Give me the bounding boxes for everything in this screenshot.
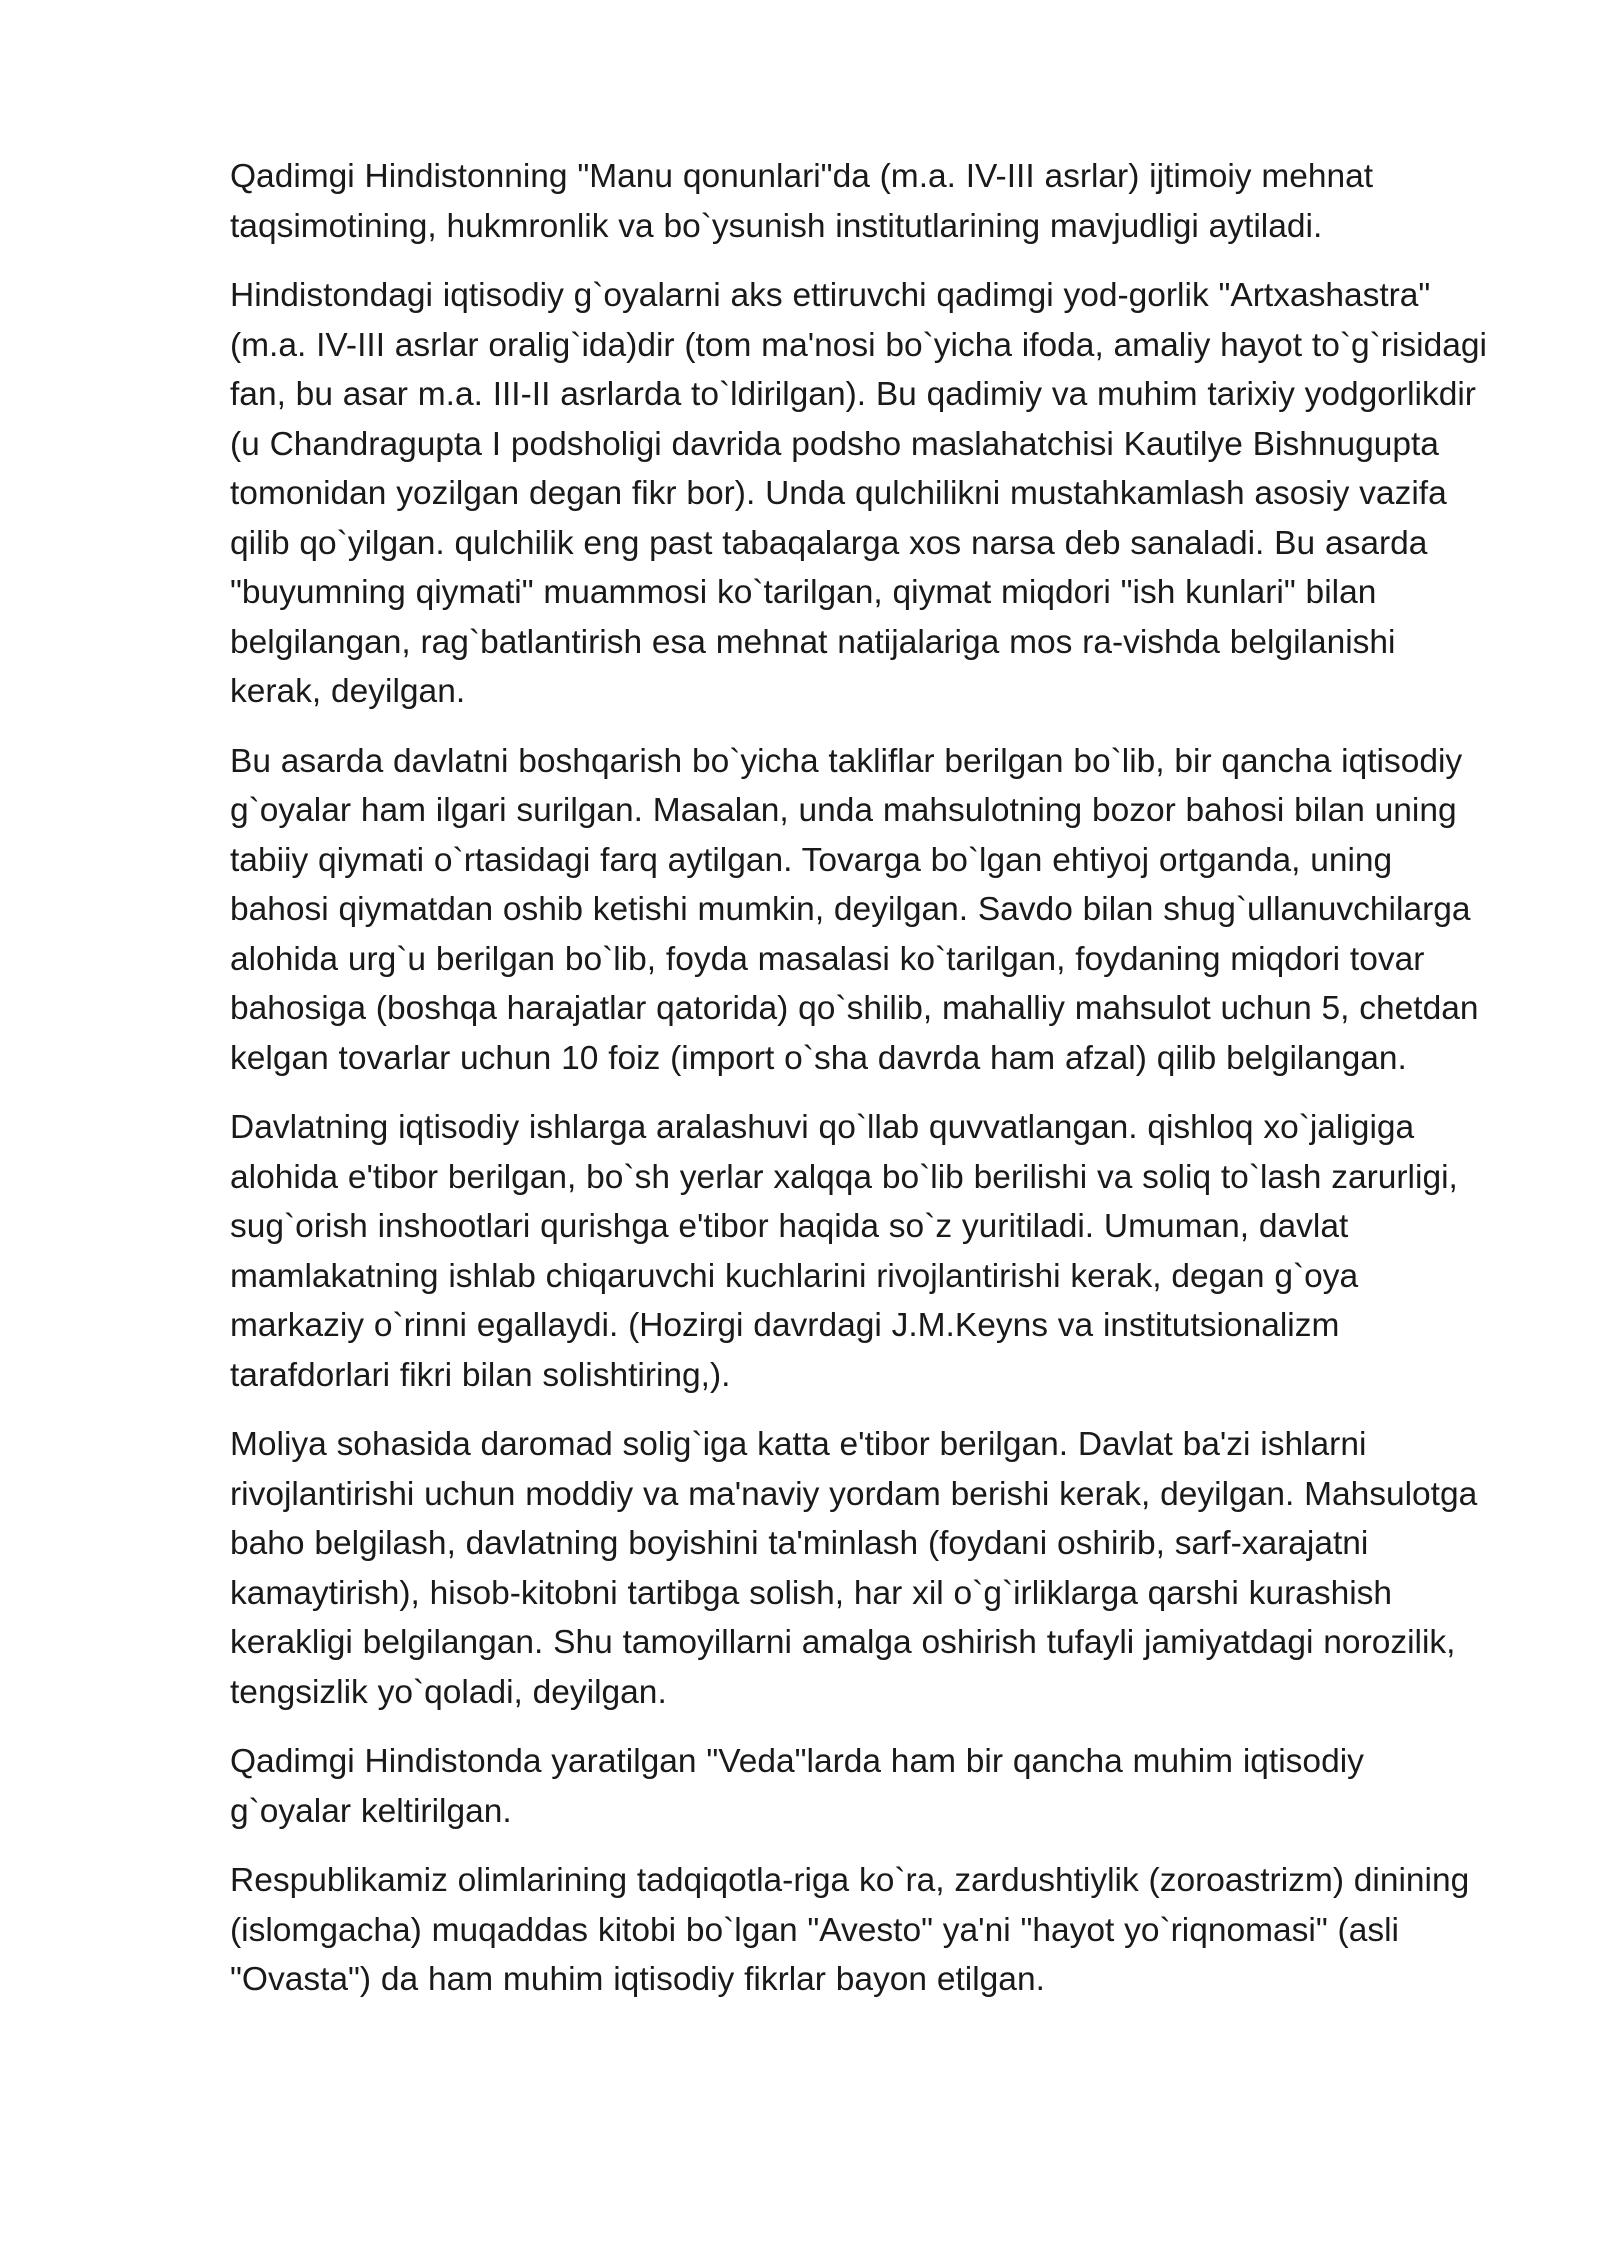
paragraph-finance: Moliya sohasida daromad solig`iga katta e'tibor berilgan. Davlat ba'zi ishlarni rivojlantirishi uchun moddiy va ma'naviy yordam berishi kerak, deyilgan. Mahsulotga baho belgilash, davlatning boyishini ta'minlash (foydani oshirib, sarf-xarajatni kamaytirish), hisob-kitobni tartibga solish, har xil o`g`irliklarga qarshi kurashish kerakligi belgilangan. Shu tamoyillarni amalga oshirish tufayli jamiyatdagi norozilik, tengsizlik yo`qoladi, deyilgan. <box>230 1426 1478 1711</box>
paragraph-avesto: Respublikamiz olimlarining tadqiqotla-riga ko`ra, zardushtiylik (zoroastrizm) dinining (islomgacha) muqaddas kitobi bo`lgan "Avesto" ya'ni "hayot yo`riqnomasi" (asli "Ovasta") da ham muhim iqtisodiy fikrlar bayon etilgan. <box>230 1862 1470 1998</box>
paragraph-state-governance: Bu asarda davlatni boshqarish bo`yicha takliflar berilgan bo`lib, bir qancha iqtisodiy g`oyalar ham ilgari surilgan. Masalan, unda mahsulotning bozor bahosi bilan uning tabiiy qiymati o`rtasidagi farq aytilgan. Tovarga bo`lgan ehtiyoj ortganda, uning bahosi qiymatdan oshib ketishi mumkin, deyilgan. Savdo bilan shug`ullanuvchilarga alohida urg`u berilgan bo`lib, foyda masalasi ko`tarilgan, foydaning miqdori tovar bahosiga (boshqa harajatlar qatorida) qo`shilib, mahalliy mahsulot uchun 5, chetdan kelgan tovarlar uchun 10 foiz (import o`sha davrda ham afzal) qilib belgilangan. <box>230 742 1479 1077</box>
paragraph-artxashastra: Hindistondagi iqtisodiy g`oyalarni aks ettiruvchi qadimgi yod-gorlik "Artxashastra" (m.a. IV-III asrlar oralig`ida)dir (tom ma'nosi bo`yicha ifoda, amaliy hayot to`g`risidagi fan, bu asar m.a. III-II asrlarda to`ldirilgan). Bu qadimiy va muhim tarixiy yodgorlikdir (u Chandragupta I podsholigi davrida podsho maslahatchisi Kautilye Bishnugupta tomonidan yozilgan degan fikr bor). Unda qulchilikni mustahkamlash asosiy vazifa qilib qo`yilgan. qulchilik eng past tabaqalarga xos narsa deb sanaladi. Bu asarda "buyumning qiymati" muammosi ko`tarilgan, qiymat miqdori "ish kunlari" bilan belgilangan, rag`batlantirish esa mehnat natijalariga mos ra-vishda belgilanishi kerak, deyilgan. <box>230 277 1487 710</box>
paragraph-veda: Qadimgi Hindistonda yaratilgan "Veda"larda ham bir qancha muhim iqtisodiy g`oyalar keltirilgan. <box>230 1743 1364 1830</box>
paragraph-state-intervention: Davlatning iqtisodiy ishlarga aralashuvi qo`llab quvvatlangan. qishloq xo`jaligiga alohida e'tibor berilgan, bo`sh yerlar xalqqa bo`lib berilishi va soliq to`lash zarurligi, sug`orish inshootlari qurishga e'tibor haqida so`z yuritiladi. Umuman, davlat mamlakatning ishlab chiqaruvchi kuchlarini rivojlantirishi kerak, degan g`oya markaziy o`rinni egallaydi. (Hozirgi davrdagi J.M.Keyns va institutsionalizm tarafdorlari fikri bilan solishtiring,). <box>230 1109 1458 1394</box>
paragraph-manu-laws: Qadimgi Hindistonning "Manu qonunlari"da (m.a. IV-III asrlar) ijtimoiy mehnat taqsimotining, hukmronlik va bo`ysunish institutlarining mavjudligi aytiladi. <box>230 158 1374 245</box>
document-body <box>230 152 1490 2025</box>
